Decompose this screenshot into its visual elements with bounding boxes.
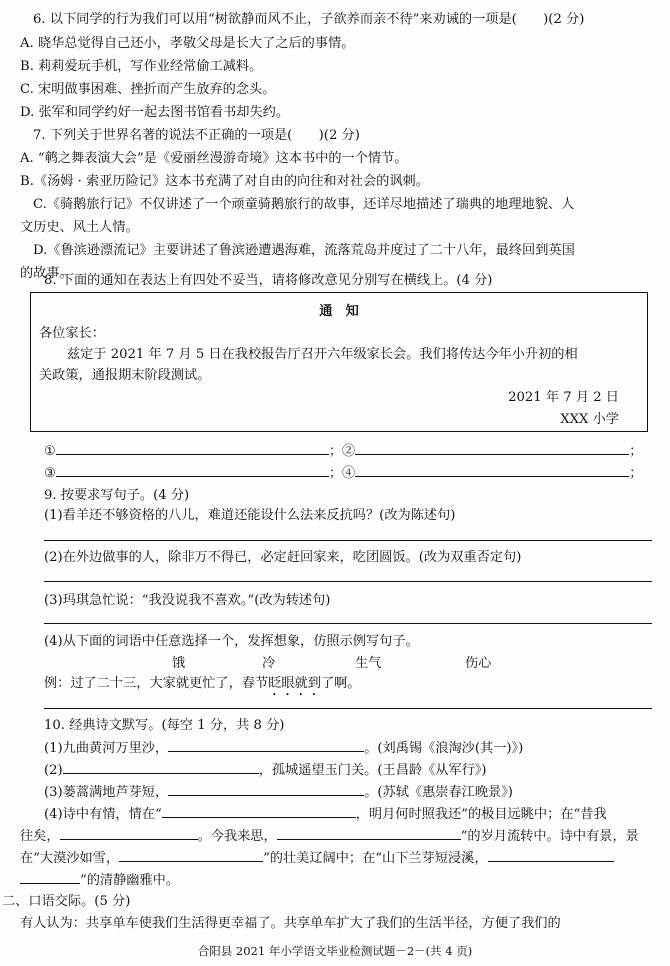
q9-sentence-1: (1)看羊还不够资格的八儿，难道还能设什么法来反抗吗？(改为陈述句) xyxy=(44,508,456,523)
q9-word-2: 冷 xyxy=(262,656,276,671)
q10-blank-3[interactable] xyxy=(168,781,364,796)
notice-salutation: 各位家长： xyxy=(39,326,105,341)
q9-sentence-3: (3)玛琪急忙说：“我没说我不喜欢。”(改为转述句) xyxy=(44,593,331,608)
notice-body-line1: 兹定于 2021 年 7 月 5 日在我校报告厅召开六年级家长会。我们将传达今年小升初的相 xyxy=(67,347,578,362)
q10-poem-2-text: ，孤城遥望玉门关。(王昌龄《从军行》) xyxy=(258,763,487,778)
q10-blank-4[interactable] xyxy=(162,803,356,818)
q10-poem-3 xyxy=(44,781,513,803)
q8-end-mark-1: ； xyxy=(629,444,643,459)
notice-signature: XXX 小学 xyxy=(560,412,619,427)
q6-option-c: C. 宋明做事困难、挫折而产生放弃的念头。 xyxy=(20,82,276,97)
q10-poem-4-text-e: ”的岁月流转中。诗中有景，景 xyxy=(460,829,639,844)
q9-answer-line-2[interactable] xyxy=(44,581,652,582)
q6-option-a: A. 晓华总觉得自己还小，孝敬父母是长大了之后的事情。 xyxy=(20,36,355,51)
q8-answer-blank-3[interactable] xyxy=(56,462,329,477)
section-2-title: 二、口语交际。(5 分) xyxy=(2,894,131,909)
q8-mark-2: ；② xyxy=(328,444,356,459)
q10-blank-8[interactable] xyxy=(488,847,614,862)
q10-poem-4-text-a: (4)诗中有情，情在“ xyxy=(44,807,162,822)
q9-example-pre: 例：过了二十三，大家就更忙了，春节 xyxy=(44,676,269,691)
q9-example xyxy=(44,673,361,699)
section-2-text: 有人认为：共享单车使我们生活得更幸福了。共享单车扩大了我们的生活半径，方便了我们的 xyxy=(20,916,561,931)
notice-body-line2: 关政策，通报期末阶段测试。 xyxy=(39,368,211,383)
q10-poem-4-line2 xyxy=(20,825,639,847)
q10-poem-4-text-c: 往矣， xyxy=(20,829,60,844)
notice-date: 2021 年 7 月 2 日 xyxy=(508,390,619,405)
q8-end-mark-2: ； xyxy=(629,466,643,481)
page-footer: 合阳县 2021 年小学语文毕业检测试题－2－(共 4 页) xyxy=(197,944,473,958)
notice-title: 通 知 xyxy=(319,304,359,319)
q8-mark-4: ；④ xyxy=(328,466,356,481)
q9-answer-line-1[interactable] xyxy=(44,540,652,541)
q10-poem-4-text-h: ”的清静幽雅中。 xyxy=(80,873,180,888)
q9-word-4: 伤心 xyxy=(465,656,492,671)
q7-stem: 7. 下列关于世界名著的说法不正确的一项是( )(2 分) xyxy=(33,128,360,143)
q10-poem-1-text: (1)九曲黄河万里沙， xyxy=(44,741,169,756)
q9-answer-line-3[interactable] xyxy=(44,623,652,624)
q8-stem: 8. 下面的通知在表达上有四处不妥当，请将修改意见分别写在横线上。(4 分) xyxy=(44,273,493,288)
notice-box xyxy=(30,292,648,432)
q8-mark-1: ① xyxy=(44,444,56,459)
q10-blank-2[interactable] xyxy=(63,759,259,774)
q9-word-3: 生气 xyxy=(355,656,382,671)
q10-blank-6[interactable] xyxy=(277,825,461,840)
q9-example-emphasis: 眨眼就到 xyxy=(268,676,321,691)
q8-answer-row-2 xyxy=(44,462,642,484)
q10-blank-1[interactable] xyxy=(168,737,364,752)
q8-answer-blank-4[interactable] xyxy=(355,462,629,477)
q7-option-a: A. “鹌之舞表演大会”是《爱丽丝漫游奇境》这本书中的一个情节。 xyxy=(20,151,408,166)
q10-poem-4-text-d: 。今我来思， xyxy=(197,829,277,844)
q10-blank-8-cont[interactable] xyxy=(20,869,80,884)
q7-option-d-line1: D.《鲁滨逊漂流记》主要讲述了鲁滨逊遭遇海难，流落荒岛并度过了二十八年，最终回到英国 xyxy=(33,243,575,258)
q7-option-c-line1: C.《骑鹅旅行记》不仅讲述了一个顽童骑鹅旅行的故事，还详尽地描述了瑞典的地理地貌、人 xyxy=(33,197,575,212)
q8-answer-blank-2[interactable] xyxy=(355,440,629,455)
q10-blank-5[interactable] xyxy=(60,825,198,840)
q10-poem-4-line4 xyxy=(20,869,179,891)
q9-answer-line-4[interactable] xyxy=(44,708,652,709)
q10-poem-1-source: 。(刘禹锡《浪淘沙(其一)》) xyxy=(364,741,524,756)
q10-poem-1 xyxy=(44,737,523,759)
q8-answer-blank-1[interactable] xyxy=(56,440,329,455)
q9-sentence-2: (2)在外边做事的人，除非万不得已，必定赶回家来，吃团圆饭。(改为双重否定句) xyxy=(44,550,522,565)
q6-stem: 6. 以下同学的行为我们可以用“树欲静而风不止，子欲养而亲不待”来劝诫的一项是( )(2 分) xyxy=(33,12,585,27)
q10-poem-3-text: (3)蒌蒿满地芦芽短， xyxy=(44,785,169,800)
q8-mark-3: ③ xyxy=(44,466,56,481)
q9-example-post: 了啊。 xyxy=(320,676,361,691)
q10-poem-3-source: 。(苏轼《惠崇春江晚景》) xyxy=(364,785,513,800)
q10-poem-4-text-f: 在“大漠沙如雪， xyxy=(20,851,120,866)
q9-stem: 9. 按要求写句子。(4 分) xyxy=(44,488,190,503)
q10-blank-7[interactable] xyxy=(119,847,263,862)
q8-answer-row-1 xyxy=(44,440,642,462)
q6-option-d: D. 张军和同学约好一起去图书馆看书却失约。 xyxy=(20,105,290,120)
q6-option-b: B. 莉莉爱玩手机，写作业经常偷工减料。 xyxy=(20,59,263,74)
q9-sentence-4: (4)从下面的词语中任意选择一个，发挥想象，仿照示例写句子。 xyxy=(44,634,419,649)
q10-poem-4-line3 xyxy=(20,847,614,869)
q9-word-1: 饿 xyxy=(172,656,186,671)
q10-poem-2-num: (2) xyxy=(44,763,63,778)
q10-poem-4-text-b: ，明月何时照我还”的极目远眺中；在“昔我 xyxy=(355,807,607,822)
q10-poem-4-line1 xyxy=(44,803,607,825)
q7-option-b: B.《汤姆 · 索亚历险记》这本书充满了对自由的向往和对社会的讽刺。 xyxy=(20,174,429,189)
q10-poem-2 xyxy=(44,759,487,781)
q7-option-d-line2: 的故事。 xyxy=(20,266,73,281)
q7-option-c-line2: 文历史、风土人情。 xyxy=(20,220,139,235)
q10-stem: 10. 经典诗文默写。(每空 1 分，共 8 分) xyxy=(44,718,285,733)
q10-poem-4-text-g: ”的壮美辽阔中；在“山下兰芽短浸溪， xyxy=(263,851,488,866)
